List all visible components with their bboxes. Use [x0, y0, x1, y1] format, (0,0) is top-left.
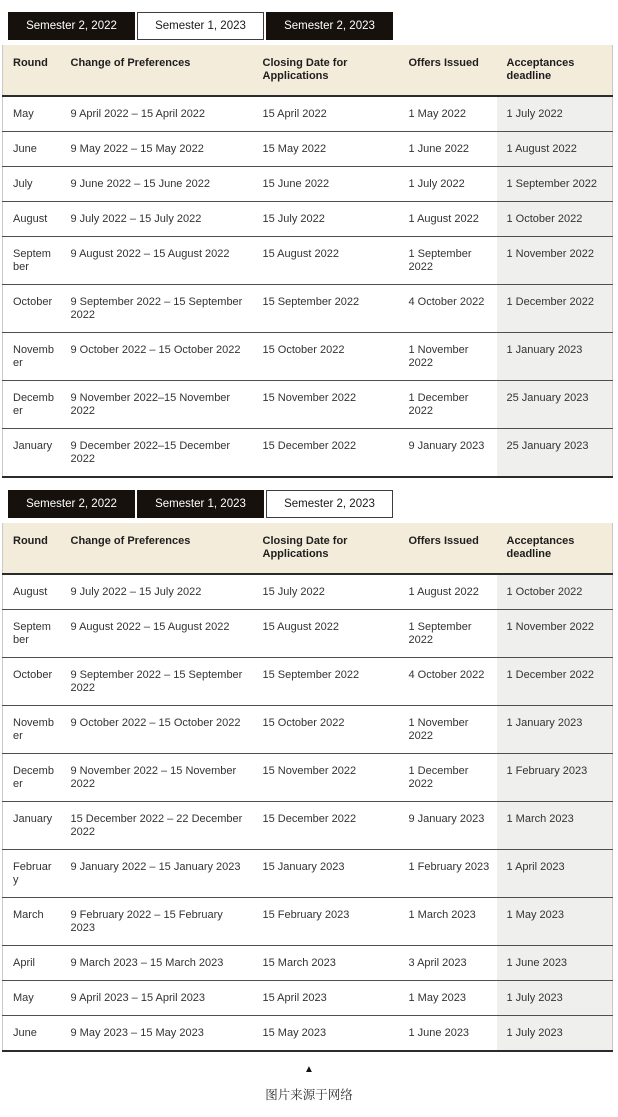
closing-date-cell: 15 December 2022 [253, 429, 399, 478]
offers-cell: 1 November 2022 [399, 706, 497, 754]
round-cell: October [3, 285, 61, 333]
tab-semester-2-2023[interactable]: Semester 2, 2023 [266, 12, 393, 40]
semester-table-section-1 [0, 0, 618, 478]
round-cell: October [3, 658, 61, 706]
acceptances-cell: 1 January 2023 [497, 706, 613, 754]
header-row [3, 45, 613, 96]
offers-cell: 1 July 2022 [399, 167, 497, 202]
offers-cell: 1 June 2022 [399, 132, 497, 167]
table-row [3, 981, 613, 1016]
offers-cell: 1 September 2022 [399, 237, 497, 285]
preferences-cell: 9 August 2022 – 15 August 2022 [61, 237, 253, 285]
preferences-cell: 9 July 2022 – 15 July 2022 [61, 202, 253, 237]
table-row [3, 333, 613, 381]
offers-cell: 4 October 2022 [399, 285, 497, 333]
table-row [3, 1016, 613, 1052]
acceptances-cell: 1 November 2022 [497, 237, 613, 285]
tab-semester-2-2022[interactable]: Semester 2, 2022 [8, 490, 135, 518]
closing-date-cell: 15 November 2022 [253, 754, 399, 802]
acceptances-cell: 1 July 2023 [497, 981, 613, 1016]
preferences-cell: 9 April 2022 – 15 April 2022 [61, 96, 253, 132]
round-cell: June [3, 132, 61, 167]
table-row [3, 946, 613, 981]
preferences-cell: 9 November 2022 – 15 November 2022 [61, 754, 253, 802]
closing-date-cell: 15 May 2023 [253, 1016, 399, 1052]
offers-cell: 1 December 2022 [399, 381, 497, 429]
round-cell: November [3, 333, 61, 381]
preferences-cell: 9 August 2022 – 15 August 2022 [61, 610, 253, 658]
table-row [3, 202, 613, 237]
column-header-acceptances-deadline: Acceptances deadline [497, 45, 613, 96]
closing-date-cell: 15 November 2022 [253, 381, 399, 429]
round-cell: December [3, 381, 61, 429]
closing-date-cell: 15 April 2022 [253, 96, 399, 132]
page-footer [0, 1065, 618, 1117]
offers-cell: 1 September 2022 [399, 610, 497, 658]
preferences-cell: 9 March 2023 – 15 March 2023 [61, 946, 253, 981]
table-row [3, 754, 613, 802]
preferences-cell: 9 July 2022 – 15 July 2022 [61, 574, 253, 610]
closing-date-cell: 15 August 2022 [253, 610, 399, 658]
tab-semester-2-2023-active[interactable]: Semester 2, 2023 [266, 490, 393, 518]
tab-bar [0, 0, 618, 45]
round-cell: May [3, 981, 61, 1016]
rounds-table [2, 45, 613, 478]
round-cell: January [3, 802, 61, 850]
preferences-cell: 9 September 2022 – 15 September 2022 [61, 285, 253, 333]
acceptances-cell: 25 January 2023 [497, 381, 613, 429]
preferences-cell: 9 December 2022–15 December 2022 [61, 429, 253, 478]
preferences-cell: 9 May 2023 – 15 May 2023 [61, 1016, 253, 1052]
round-cell: August [3, 202, 61, 237]
tab-semester-1-2023-active[interactable]: Semester 1, 2023 [137, 12, 264, 40]
offers-cell: 9 January 2023 [399, 802, 497, 850]
offers-cell: 3 April 2023 [399, 946, 497, 981]
round-cell: February [3, 850, 61, 898]
table-row [3, 850, 613, 898]
offers-cell: 1 May 2023 [399, 981, 497, 1016]
acceptances-cell: 1 July 2022 [497, 96, 613, 132]
offers-cell: 1 June 2023 [399, 1016, 497, 1052]
offers-cell: 1 February 2023 [399, 850, 497, 898]
acceptances-cell: 1 October 2022 [497, 574, 613, 610]
acceptances-cell: 25 January 2023 [497, 429, 613, 478]
closing-date-cell: 15 September 2022 [253, 658, 399, 706]
closing-date-cell: 15 March 2023 [253, 946, 399, 981]
triangle-up-icon: ▲ [304, 1064, 314, 1075]
tab-semester-2-2022[interactable]: Semester 2, 2022 [8, 12, 135, 40]
offers-cell: 1 August 2022 [399, 202, 497, 237]
round-cell: April [3, 946, 61, 981]
round-cell: May [3, 96, 61, 132]
column-header-offers-issued: Offers Issued [399, 45, 497, 96]
round-cell: August [3, 574, 61, 610]
offers-cell: 1 March 2023 [399, 898, 497, 946]
round-cell: December [3, 754, 61, 802]
header-row [3, 523, 613, 574]
round-cell: January [3, 429, 61, 478]
round-cell: June [3, 1016, 61, 1052]
offers-cell: 1 May 2022 [399, 96, 497, 132]
table-row [3, 574, 613, 610]
closing-date-cell: 15 December 2022 [253, 802, 399, 850]
preferences-cell: 9 October 2022 – 15 October 2022 [61, 706, 253, 754]
acceptances-cell: 1 June 2023 [497, 946, 613, 981]
closing-date-cell: 15 August 2022 [253, 237, 399, 285]
preferences-cell: 9 May 2022 – 15 May 2022 [61, 132, 253, 167]
round-cell: July [3, 167, 61, 202]
table-row [3, 658, 613, 706]
round-cell: September [3, 610, 61, 658]
preferences-cell: 15 December 2022 – 22 December 2022 [61, 802, 253, 850]
column-header-change-of-preferences: Change of Preferences [61, 45, 253, 96]
closing-date-cell: 15 October 2022 [253, 706, 399, 754]
preferences-cell: 9 September 2022 – 15 September 2022 [61, 658, 253, 706]
round-cell: March [3, 898, 61, 946]
acceptances-cell: 1 December 2022 [497, 285, 613, 333]
table-row [3, 285, 613, 333]
acceptances-cell: 1 April 2023 [497, 850, 613, 898]
table-row [3, 167, 613, 202]
column-header-closing-date-for-applications: Closing Date for Applications [253, 45, 399, 96]
table-row [3, 706, 613, 754]
closing-date-cell: 15 July 2022 [253, 202, 399, 237]
closing-date-cell: 15 July 2022 [253, 574, 399, 610]
table-row [3, 802, 613, 850]
acceptances-cell: 1 August 2022 [497, 132, 613, 167]
acceptances-cell: 1 March 2023 [497, 802, 613, 850]
closing-date-cell: 15 February 2023 [253, 898, 399, 946]
tab-bar [0, 478, 618, 523]
closing-date-cell: 15 May 2022 [253, 132, 399, 167]
closing-date-cell: 15 September 2022 [253, 285, 399, 333]
closing-date-cell: 15 June 2022 [253, 167, 399, 202]
round-cell: November [3, 706, 61, 754]
table-row [3, 898, 613, 946]
preferences-cell: 9 February 2022 – 15 February 2023 [61, 898, 253, 946]
table-row [3, 610, 613, 658]
acceptances-cell: 1 October 2022 [497, 202, 613, 237]
acceptances-cell: 1 November 2022 [497, 610, 613, 658]
acceptances-cell: 1 December 2022 [497, 658, 613, 706]
rounds-table [2, 523, 613, 1052]
column-header-offers-issued: Offers Issued [399, 523, 497, 574]
table-row [3, 237, 613, 285]
offers-cell: 1 November 2022 [399, 333, 497, 381]
column-header-closing-date-for-applications: Closing Date for Applications [253, 523, 399, 574]
round-cell: September [3, 237, 61, 285]
table-row [3, 381, 613, 429]
preferences-cell: 9 April 2023 – 15 April 2023 [61, 981, 253, 1016]
image-source-caption: 图片来源于网络 [265, 1088, 353, 1102]
offers-cell: 1 August 2022 [399, 574, 497, 610]
offers-cell: 9 January 2023 [399, 429, 497, 478]
column-header-round: Round [3, 523, 61, 574]
table-row [3, 429, 613, 478]
closing-date-cell: 15 January 2023 [253, 850, 399, 898]
preferences-cell: 9 June 2022 – 15 June 2022 [61, 167, 253, 202]
acceptances-cell: 1 January 2023 [497, 333, 613, 381]
semester-table-section-2 [0, 478, 618, 1052]
offers-cell: 4 October 2022 [399, 658, 497, 706]
closing-date-cell: 15 October 2022 [253, 333, 399, 381]
tab-semester-1-2023[interactable]: Semester 1, 2023 [137, 490, 264, 518]
preferences-cell: 9 November 2022–15 November 2022 [61, 381, 253, 429]
table-row [3, 132, 613, 167]
column-header-round: Round [3, 45, 61, 96]
column-header-acceptances-deadline: Acceptances deadline [497, 523, 613, 574]
offers-cell: 1 December 2022 [399, 754, 497, 802]
preferences-cell: 9 October 2022 – 15 October 2022 [61, 333, 253, 381]
acceptances-cell: 1 May 2023 [497, 898, 613, 946]
preferences-cell: 9 January 2022 – 15 January 2023 [61, 850, 253, 898]
acceptances-cell: 1 September 2022 [497, 167, 613, 202]
column-header-change-of-preferences: Change of Preferences [61, 523, 253, 574]
table-row [3, 96, 613, 132]
acceptances-cell: 1 February 2023 [497, 754, 613, 802]
acceptances-cell: 1 July 2023 [497, 1016, 613, 1052]
closing-date-cell: 15 April 2023 [253, 981, 399, 1016]
